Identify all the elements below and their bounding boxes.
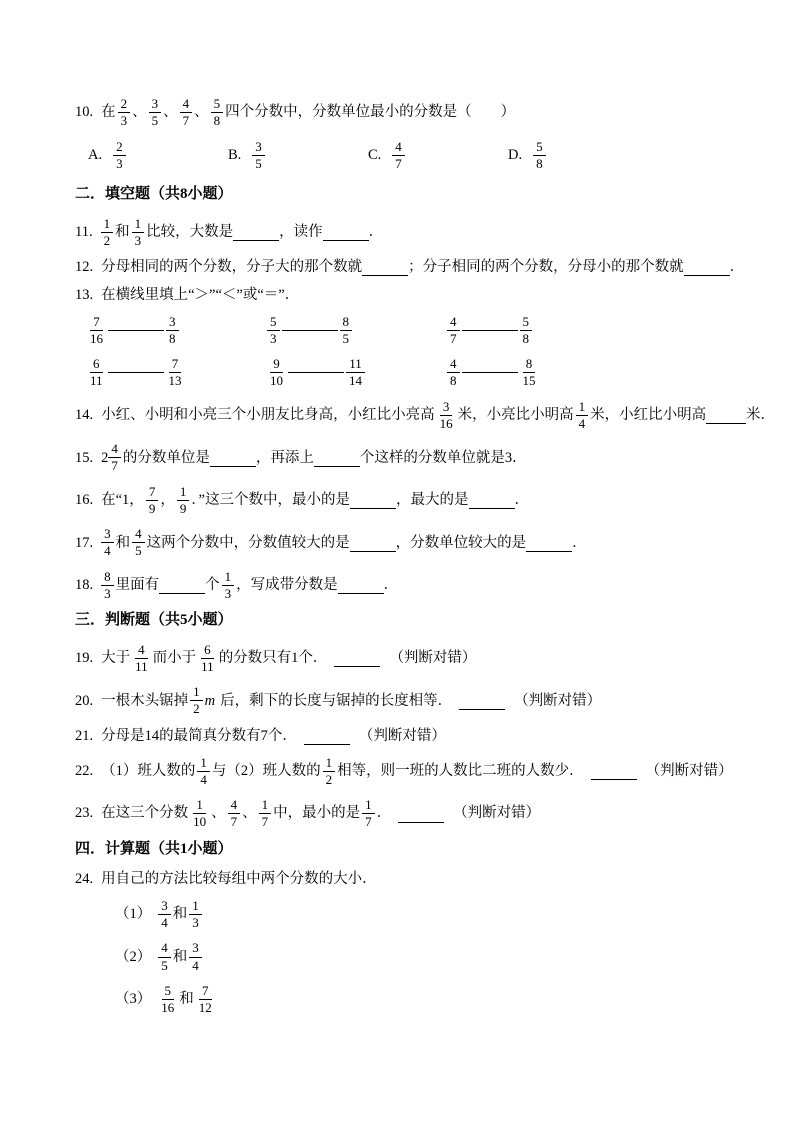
- sub-item-label: （3）: [115, 991, 152, 1008]
- question-19: [75, 642, 775, 676]
- question-24: [75, 870, 775, 889]
- fraction-numerator: 1: [101, 216, 114, 233]
- fraction: [158, 940, 171, 974]
- fraction: [196, 983, 215, 1017]
- question-14: [75, 399, 775, 433]
- comparison-item: [445, 314, 625, 348]
- answer-blank: [469, 491, 515, 509]
- text-segment: 小红、小明和小亮三个小朋友比身高，小红比小亮高: [101, 407, 435, 424]
- fraction: [340, 314, 353, 348]
- fraction: [113, 139, 126, 173]
- fraction-denominator: 7: [365, 814, 372, 830]
- fraction-numerator: 1: [222, 569, 235, 586]
- comparison-item: [265, 314, 445, 348]
- fraction: [346, 356, 365, 390]
- fraction-denominator: 14: [349, 373, 362, 389]
- fraction-denominator: 3: [104, 585, 111, 601]
- text-segment: 米，小红比小明高: [590, 407, 707, 424]
- fraction-numerator: 3: [149, 96, 162, 113]
- judgment-hint: （判断对错）: [453, 805, 541, 822]
- fraction-numerator: 7: [90, 314, 103, 331]
- section-title-calculation: 四．计算题（共1小题）: [75, 840, 233, 857]
- fraction: [101, 216, 114, 250]
- text-segment: 在: [101, 104, 116, 121]
- comparison-row-1: [85, 314, 775, 348]
- judgment-hint: （判断对错）: [358, 727, 446, 744]
- fraction-numerator: 4: [447, 314, 460, 331]
- question-13: [75, 286, 775, 305]
- fraction-denominator: 11: [135, 658, 148, 674]
- answer-blank: [159, 576, 205, 594]
- section-title-judgment: 三．判断题（共5小题）: [75, 612, 233, 629]
- fraction-numerator: 4: [135, 642, 148, 659]
- question-15: [75, 441, 775, 475]
- fraction-denominator: 5: [342, 330, 349, 346]
- sub-item-label: （1）: [115, 906, 152, 923]
- fraction-denominator: 15: [522, 373, 536, 389]
- fraction: [520, 314, 533, 348]
- option-c: [368, 139, 508, 173]
- fraction-denominator: 5: [135, 543, 142, 559]
- fraction: [447, 356, 460, 390]
- fraction: [87, 356, 106, 390]
- fraction: [158, 898, 171, 932]
- fraction-numerator: 7: [169, 356, 182, 373]
- question-number: 14.: [75, 407, 94, 424]
- fraction-numerator: 6: [90, 356, 103, 373]
- text-segment: 而小于: [152, 650, 197, 667]
- fraction-denominator: 7: [261, 814, 269, 830]
- fraction-numerator: 3: [189, 940, 202, 957]
- judgment-hint: （判断对错）: [514, 692, 602, 709]
- fraction: [228, 797, 241, 831]
- unit-meter-italic: m: [204, 692, 216, 709]
- compare-blank-line: [108, 372, 164, 373]
- text-segment: ．”这三个数中，最小的是: [191, 492, 350, 509]
- sub-item-label: （2）: [115, 948, 152, 965]
- fraction: [146, 484, 159, 518]
- answer-blank: [334, 649, 380, 667]
- question-number: 23.: [75, 805, 94, 822]
- fraction-denominator: 16: [161, 1000, 175, 1016]
- fraction-denominator: 8: [450, 373, 457, 389]
- text-segment: ．: [376, 805, 392, 822]
- fraction-denominator: 3: [134, 232, 142, 248]
- answer-blank: [350, 491, 396, 509]
- answer-blank: [233, 223, 279, 241]
- fraction-numerator: 2: [113, 139, 126, 156]
- fraction-denominator: 16: [90, 330, 103, 346]
- question-number: 21.: [75, 727, 94, 744]
- mixed-number-whole: 2: [101, 449, 109, 466]
- separator: 、: [194, 104, 209, 121]
- separator: 、: [242, 805, 257, 822]
- fraction-denominator: 3: [192, 915, 199, 931]
- question-number: 16.: [75, 492, 94, 509]
- text-segment: 个: [205, 577, 220, 594]
- question-18: [75, 569, 775, 603]
- fraction: [132, 642, 151, 676]
- fraction-numerator: 1: [190, 684, 203, 701]
- question-20: [75, 684, 775, 718]
- fraction-denominator: 5: [255, 155, 262, 171]
- option-d: [508, 139, 648, 173]
- fraction: [197, 755, 210, 789]
- compare-blank-line: [108, 330, 164, 331]
- fraction-denominator: 11: [90, 373, 103, 389]
- fraction-numerator: 4: [108, 441, 121, 458]
- fraction-denominator: 3: [224, 585, 232, 601]
- text-segment: 后，剩下的长度与锯掉的长度相等．: [220, 692, 453, 709]
- question-21: [75, 727, 775, 746]
- fraction: [149, 96, 162, 130]
- text-segment: ，再添上: [255, 449, 314, 466]
- question-number: 15.: [75, 449, 94, 466]
- answer-blank: [362, 258, 408, 276]
- fraction-denominator: 7: [182, 113, 190, 129]
- fraction: [267, 314, 280, 348]
- fraction: [158, 983, 177, 1017]
- fraction-numerator: 3: [166, 314, 179, 331]
- text-segment: ．: [729, 259, 745, 275]
- text-segment: ，: [160, 492, 175, 509]
- question-12: [75, 258, 775, 277]
- text-segment: 这两个分数中，分数值较大的是: [146, 534, 350, 551]
- text-segment: 在这三个分数: [101, 805, 189, 822]
- fraction-numerator: 1: [193, 797, 206, 814]
- question-number: 20.: [75, 692, 94, 709]
- text-segment: ，最大的是: [396, 492, 469, 509]
- question-number: 17.: [75, 534, 94, 551]
- answer-blank: [591, 762, 637, 780]
- answer-blank: [338, 576, 384, 594]
- option-b: [228, 139, 368, 173]
- text-segment: ．: [572, 534, 587, 551]
- question-10-options: [88, 139, 775, 173]
- question-24-item-3: [115, 983, 775, 1017]
- text-segment: 米．: [746, 407, 775, 424]
- fraction-numerator: 1: [197, 755, 210, 772]
- answer-blank: [314, 449, 360, 467]
- text-segment: 和: [115, 223, 130, 240]
- fraction-numerator: 3: [101, 526, 114, 543]
- text-segment: 个这样的分数单位就是3．: [359, 449, 527, 466]
- question-number: 19.: [75, 650, 94, 667]
- fraction-denominator: 9: [148, 500, 156, 516]
- text-segment: ．: [368, 223, 384, 240]
- fraction: [447, 314, 460, 348]
- text-segment: ．: [514, 492, 529, 509]
- fraction-numerator: 5: [533, 139, 546, 156]
- question-22: [75, 755, 775, 789]
- fraction-numerator: 4: [228, 797, 241, 814]
- question-number: 12.: [75, 259, 94, 275]
- fraction-denominator: 3: [120, 113, 128, 129]
- text-segment: 比较，大数是: [146, 223, 234, 240]
- fraction: [108, 441, 121, 475]
- fraction-denominator: 4: [192, 957, 199, 973]
- fraction-numerator: 1: [177, 484, 190, 501]
- text-segment: ．: [383, 577, 399, 594]
- answer-blank: [304, 727, 350, 745]
- fraction-denominator: 10: [193, 814, 207, 830]
- compare-blank-line: [288, 372, 344, 373]
- fraction: [166, 314, 179, 348]
- fraction-denominator: 9: [179, 500, 187, 516]
- fraction-denominator: 8: [213, 113, 221, 129]
- fraction-numerator: 5: [211, 96, 224, 113]
- question-10: [75, 96, 775, 130]
- fraction-denominator: 5: [151, 113, 159, 129]
- answer-blank: [459, 692, 505, 710]
- fraction-numerator: 5: [267, 314, 280, 331]
- fraction: [198, 642, 217, 676]
- question-number: 11.: [75, 223, 93, 240]
- text-segment: 用自己的方法比较每组中两个分数的大小．: [101, 871, 377, 888]
- fraction-denominator: 10: [270, 373, 283, 389]
- question-11: [75, 216, 775, 250]
- fraction-denominator: 3: [270, 330, 277, 346]
- fraction-numerator: 7: [146, 484, 159, 501]
- fraction-numerator: 11: [346, 356, 365, 373]
- fraction-numerator: 4: [132, 526, 145, 543]
- fraction-denominator: 7: [450, 330, 457, 346]
- text-segment: 在横线里填上“＞”“＜”或“＝”．: [101, 286, 300, 303]
- fraction-numerator: 5: [162, 983, 175, 1000]
- text-segment: 和: [179, 991, 194, 1008]
- answer-blank: [350, 534, 396, 552]
- fraction: [267, 356, 286, 390]
- fraction-denominator: 7: [230, 814, 238, 830]
- fraction: [87, 314, 106, 348]
- question-number: 10.: [75, 104, 94, 121]
- separator: 、: [211, 805, 226, 822]
- comparison-row-2: [85, 356, 775, 390]
- fraction-denominator: 3: [116, 155, 123, 171]
- fraction-numerator: 9: [270, 356, 283, 373]
- fraction: [189, 898, 202, 932]
- fraction: [180, 96, 193, 130]
- fraction: [166, 356, 185, 390]
- fraction: [520, 356, 539, 390]
- fraction: [189, 940, 202, 974]
- question-number: 24.: [75, 871, 94, 888]
- question-16: [75, 484, 775, 518]
- fraction: [101, 569, 114, 603]
- option-label: A.: [88, 146, 103, 163]
- fraction: [101, 526, 114, 560]
- answer-blank: [210, 449, 256, 467]
- option-label: D.: [508, 146, 523, 163]
- question-24-item-2: [115, 940, 775, 974]
- fraction-numerator: 2: [118, 96, 131, 113]
- comparison-item: [265, 356, 445, 390]
- fraction-denominator: 2: [193, 701, 200, 717]
- text-segment: 的分数只有1个．: [218, 650, 328, 667]
- text-segment: 里面有: [115, 577, 160, 594]
- fraction-numerator: 7: [199, 983, 212, 1000]
- fraction-denominator: 16: [439, 415, 453, 431]
- text-segment: ，写成带分数是: [236, 577, 338, 594]
- question-number: 22.: [75, 762, 94, 779]
- fraction: [177, 484, 190, 518]
- fraction-numerator: 4: [180, 96, 193, 113]
- separator: 、: [132, 104, 147, 121]
- fraction-numerator: 4: [158, 940, 171, 957]
- answer-blank: [684, 258, 730, 276]
- answer-blank: [706, 406, 746, 424]
- text-segment: 与（2）班人数的: [211, 762, 321, 779]
- separator: 、: [163, 104, 178, 121]
- fraction-numerator: 1: [189, 898, 202, 915]
- fraction: [132, 216, 145, 250]
- fraction: [132, 526, 145, 560]
- fraction-denominator: 7: [111, 458, 118, 474]
- compare-blank-line: [282, 330, 338, 331]
- fraction-denominator: 4: [200, 771, 207, 787]
- fraction-denominator: 8: [169, 330, 176, 346]
- compare-blank-line: [462, 330, 518, 331]
- comparison-item: [445, 356, 625, 390]
- text-segment: 米，小亮比小明高: [457, 407, 574, 424]
- fraction: [392, 139, 405, 173]
- fraction: [437, 399, 456, 433]
- fraction: [576, 399, 589, 433]
- text-segment: ，读作: [279, 223, 323, 240]
- fraction: [211, 96, 224, 130]
- fraction: [222, 569, 235, 603]
- question-number: 18.: [75, 577, 94, 594]
- fraction-denominator: 7: [395, 155, 402, 171]
- text-segment: 大于: [101, 650, 131, 667]
- fraction-denominator: 2: [325, 771, 333, 787]
- question-24-item-1: [115, 898, 775, 932]
- question-23: [75, 797, 775, 831]
- text-segment: 相等，则一班的人数比二班的人数少．: [337, 762, 584, 779]
- text-segment: （1）班人数的: [101, 762, 196, 779]
- fraction-denominator: 8: [536, 155, 543, 171]
- fraction-numerator: 1: [362, 797, 375, 814]
- fraction: [259, 797, 272, 831]
- text-segment: 四个分数中，分数单位最小的分数是（ ）: [225, 104, 516, 121]
- question-number: 13.: [75, 286, 94, 303]
- option-label: B.: [228, 146, 242, 163]
- fraction-denominator: 4: [578, 415, 586, 431]
- fraction: [190, 684, 203, 718]
- fraction-numerator: 6: [201, 642, 214, 659]
- text-segment: ；分子相同的两个分数，分母小的那个数就: [408, 259, 684, 275]
- text-segment: ，分数单位较大的是: [395, 534, 527, 551]
- text-segment: 在“1，: [101, 492, 144, 509]
- section-title-fill-in: 二．填空题（共8小题）: [75, 186, 233, 202]
- text-segment: 分母相同的两个分数，分子大的那个数就: [101, 259, 363, 275]
- fraction-denominator: 8: [522, 330, 529, 346]
- fraction: [252, 139, 265, 173]
- fraction-numerator: 1: [259, 797, 272, 814]
- text-segment: 和: [115, 534, 131, 551]
- fraction-denominator: 4: [161, 915, 168, 931]
- fraction-denominator: 12: [198, 1000, 212, 1016]
- fraction-numerator: 5: [520, 314, 533, 331]
- text-segment: 一根木头锯掉: [101, 692, 189, 709]
- fraction-denominator: 5: [161, 957, 168, 973]
- fraction-denominator: 2: [103, 232, 111, 248]
- fraction-denominator: 11: [201, 658, 214, 674]
- text-segment: 和: [172, 906, 188, 923]
- fraction-numerator: 4: [447, 356, 460, 373]
- fraction-numerator: 3: [158, 898, 171, 915]
- answer-blank: [398, 805, 444, 823]
- comparison-item: [85, 314, 265, 348]
- option-label: C.: [368, 146, 382, 163]
- fraction: [362, 797, 375, 831]
- fraction: [118, 96, 131, 130]
- fraction: [323, 755, 336, 789]
- text-segment: 和: [172, 948, 188, 965]
- fraction-numerator: 1: [132, 216, 145, 233]
- text-segment: 中，最小的是: [273, 805, 361, 822]
- question-17: [75, 526, 775, 560]
- text-segment: 分母是14的最简真分数有7个．: [101, 727, 297, 744]
- fraction-numerator: 8: [523, 356, 536, 373]
- answer-blank: [526, 534, 572, 552]
- text-segment: 的分数单位是: [122, 449, 210, 466]
- compare-blank-line: [462, 372, 518, 373]
- fraction: [533, 139, 546, 173]
- fraction-denominator: 4: [104, 543, 111, 559]
- fraction-numerator: 4: [392, 139, 405, 156]
- fraction: [190, 797, 209, 831]
- fraction-numerator: 1: [576, 399, 589, 416]
- fraction-numerator: 3: [440, 399, 453, 416]
- fraction-numerator: 1: [323, 755, 336, 772]
- judgment-hint: （判断对错）: [389, 650, 477, 667]
- fraction-denominator: 13: [168, 373, 182, 389]
- fraction-numerator: 8: [340, 314, 353, 331]
- judgment-hint: （判断对错）: [645, 762, 733, 779]
- option-a: [88, 139, 228, 173]
- comparison-item: [85, 356, 265, 390]
- answer-blank: [323, 223, 369, 241]
- fraction-numerator: 8: [101, 569, 114, 586]
- fraction-numerator: 3: [252, 139, 265, 156]
